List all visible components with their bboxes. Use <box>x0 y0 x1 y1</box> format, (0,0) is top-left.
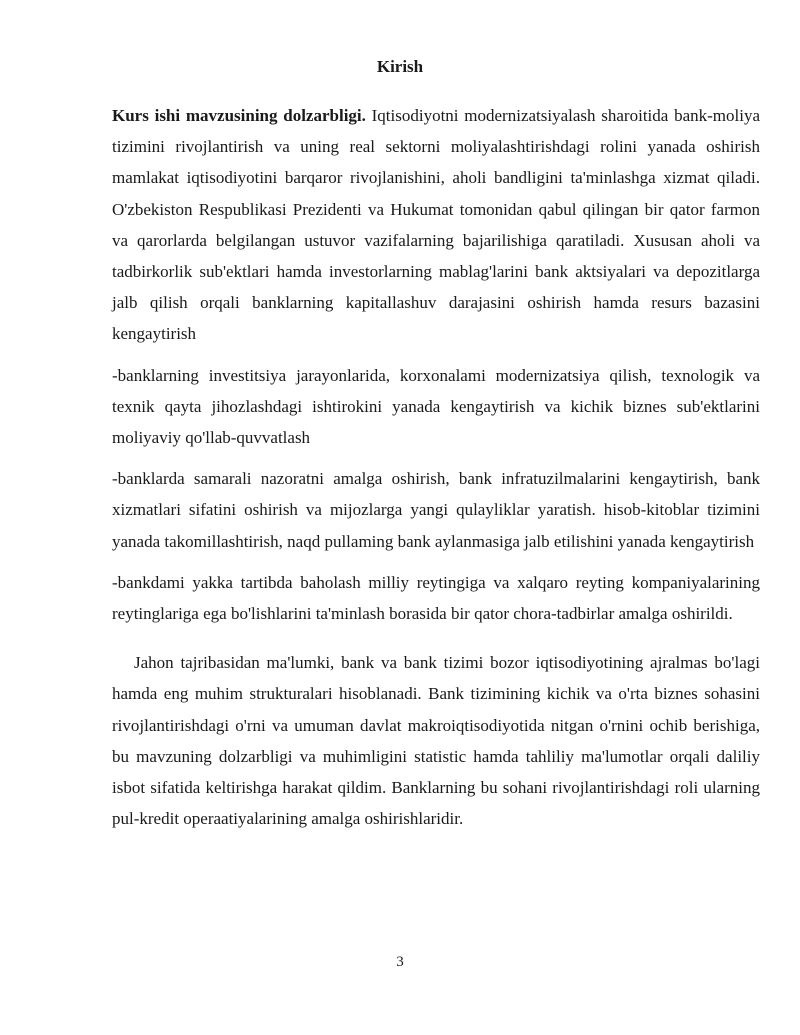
intro-paragraph <box>112 100 760 350</box>
list-item: -banklarning investitsiya jarayonlarida, korxonalami modernizatsiya qilish, texnologik va texnik qayta jihozlashdagi ishtirokini yanada kengaytirish va kichik biznes sub'ektlarini moliyaviy qo'llab-quvvatlash <box>112 365 760 448</box>
page-title: Kirish <box>376 57 424 76</box>
list-item: -banklarda samarali nazoratni amalga oshirish, bank infratuzilmalarini kengaytirish, bank xizmatlari sifatini oshirish va mijozlarga yangi qulayliklar yaratish. hisob-kitoblar tizimini yanada takomillashtirish, naqd pullaming bank aylanmasiga jalb etilishini yanada kengaytirish <box>112 469 760 551</box>
list-item: -bankdami yakka tartibda baholash milliy reytingiga va xalqaro reyting kompaniyalarining reytinglariga ega bo'lishlarini ta'minlash borasida bir qator chora-tadbirlar amalga oshirildi. <box>112 572 760 624</box>
page-number: 3 <box>396 954 404 970</box>
closing-paragraph: Jahon tajribasidan ma'lumki, bank va bank tizimi bozor iqtisodiyotining ajralmas bo'lagi hamda eng muhim strukturalari hisoblanadi. Bank tizimining kichik va o'rta biznes sohasini rivojlantirishdagi o'rni va umuman davlat makroiqtisodiyotida nitgan o'rnini ochib berishiga, bu mavzuning dolzarbligi va muhimligini statistic hamda tahliliy ma'lumotlar orqali daliliy isbot sifatida keltirishga harakat qildim. Banklarning bu sohani rivojlantirishdagi roli ularning pul-kredit operaatiyalarining amalga oshirishlaridir. <box>112 653 760 829</box>
document-body <box>112 100 760 834</box>
intro-heading: Kurs ishi mavzusining dolzarbligi. <box>112 106 366 125</box>
intro-text: Iqtisodiyotni modernizatsiyalash sharoitida bank-moliya tizimini rivojlantirish va uning real sektorni moliyalashtirishdagi rolini yanada oshirish mamlakat iqtisodiyotini barqaror rivojlanishini, aholi bandligini ta'minlashga xizmat qiladi. O'zbekiston Respublikasi Prezidenti va Hukumat tomonidan qabul qilingan bir qator farmon va qarorlarda belgilangan ustuvor vazifalarning bajarilishiga qaratiladi. Xususan aholi va tadbirkorlik sub'ektlari hamda investorlarning mablag'larini bank aktsiyalari va depozitlarga jalb qilish orqali banklarning kapitallashuv darajasini oshirish hamda resurs bazasini kengaytirish <box>112 106 760 344</box>
